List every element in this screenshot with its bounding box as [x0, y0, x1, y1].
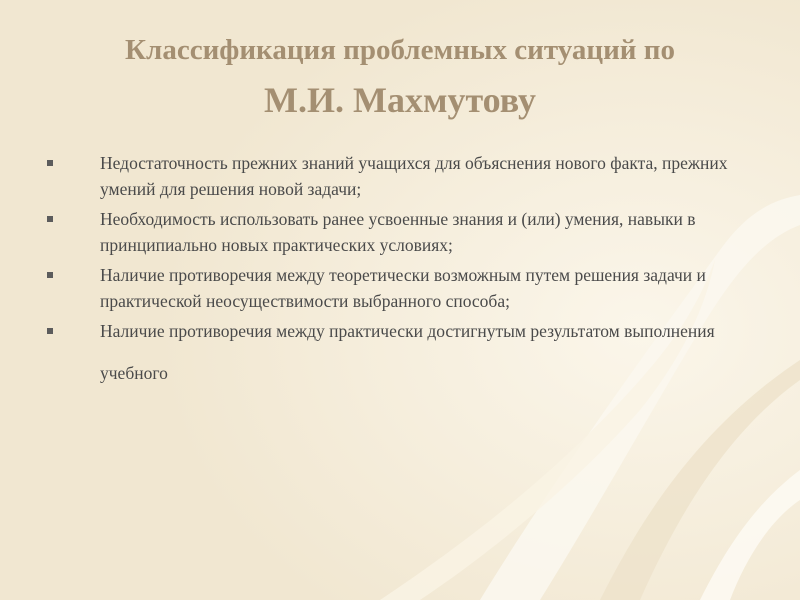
bullet-item: [0, 206, 800, 258]
bullet-item: [0, 310, 800, 394]
square-bullet-icon: [47, 328, 53, 334]
square-bullet-icon: [47, 216, 53, 222]
bullet-item: [0, 150, 800, 202]
bullet-text: Необходимость использовать ранее усвоенные знания и (или) умения, навыки в принципиально новых практических условиях;: [100, 209, 696, 255]
square-bullet-icon: [47, 272, 53, 278]
title-line-1: Классификация проблемных ситуаций по: [125, 34, 675, 66]
bullet-text: Недостаточность прежних знаний учащихся для объяснения нового факта, прежних умений для решения новой задачи;: [100, 153, 728, 199]
bullet-text: Наличие противоречия между практически достигнутым результатом выполнения учебного: [100, 321, 715, 383]
title-line-2: М.И. Махмутову: [263, 80, 536, 120]
slide-title: [40, 28, 760, 126]
square-bullet-icon: [47, 160, 53, 166]
bullet-list: [0, 150, 800, 398]
bullet-text: Наличие противоречия между теоретически возможным путем решения задачи и практической неосуществимости выбранного способа;: [100, 265, 706, 311]
bullet-item: [0, 262, 800, 314]
